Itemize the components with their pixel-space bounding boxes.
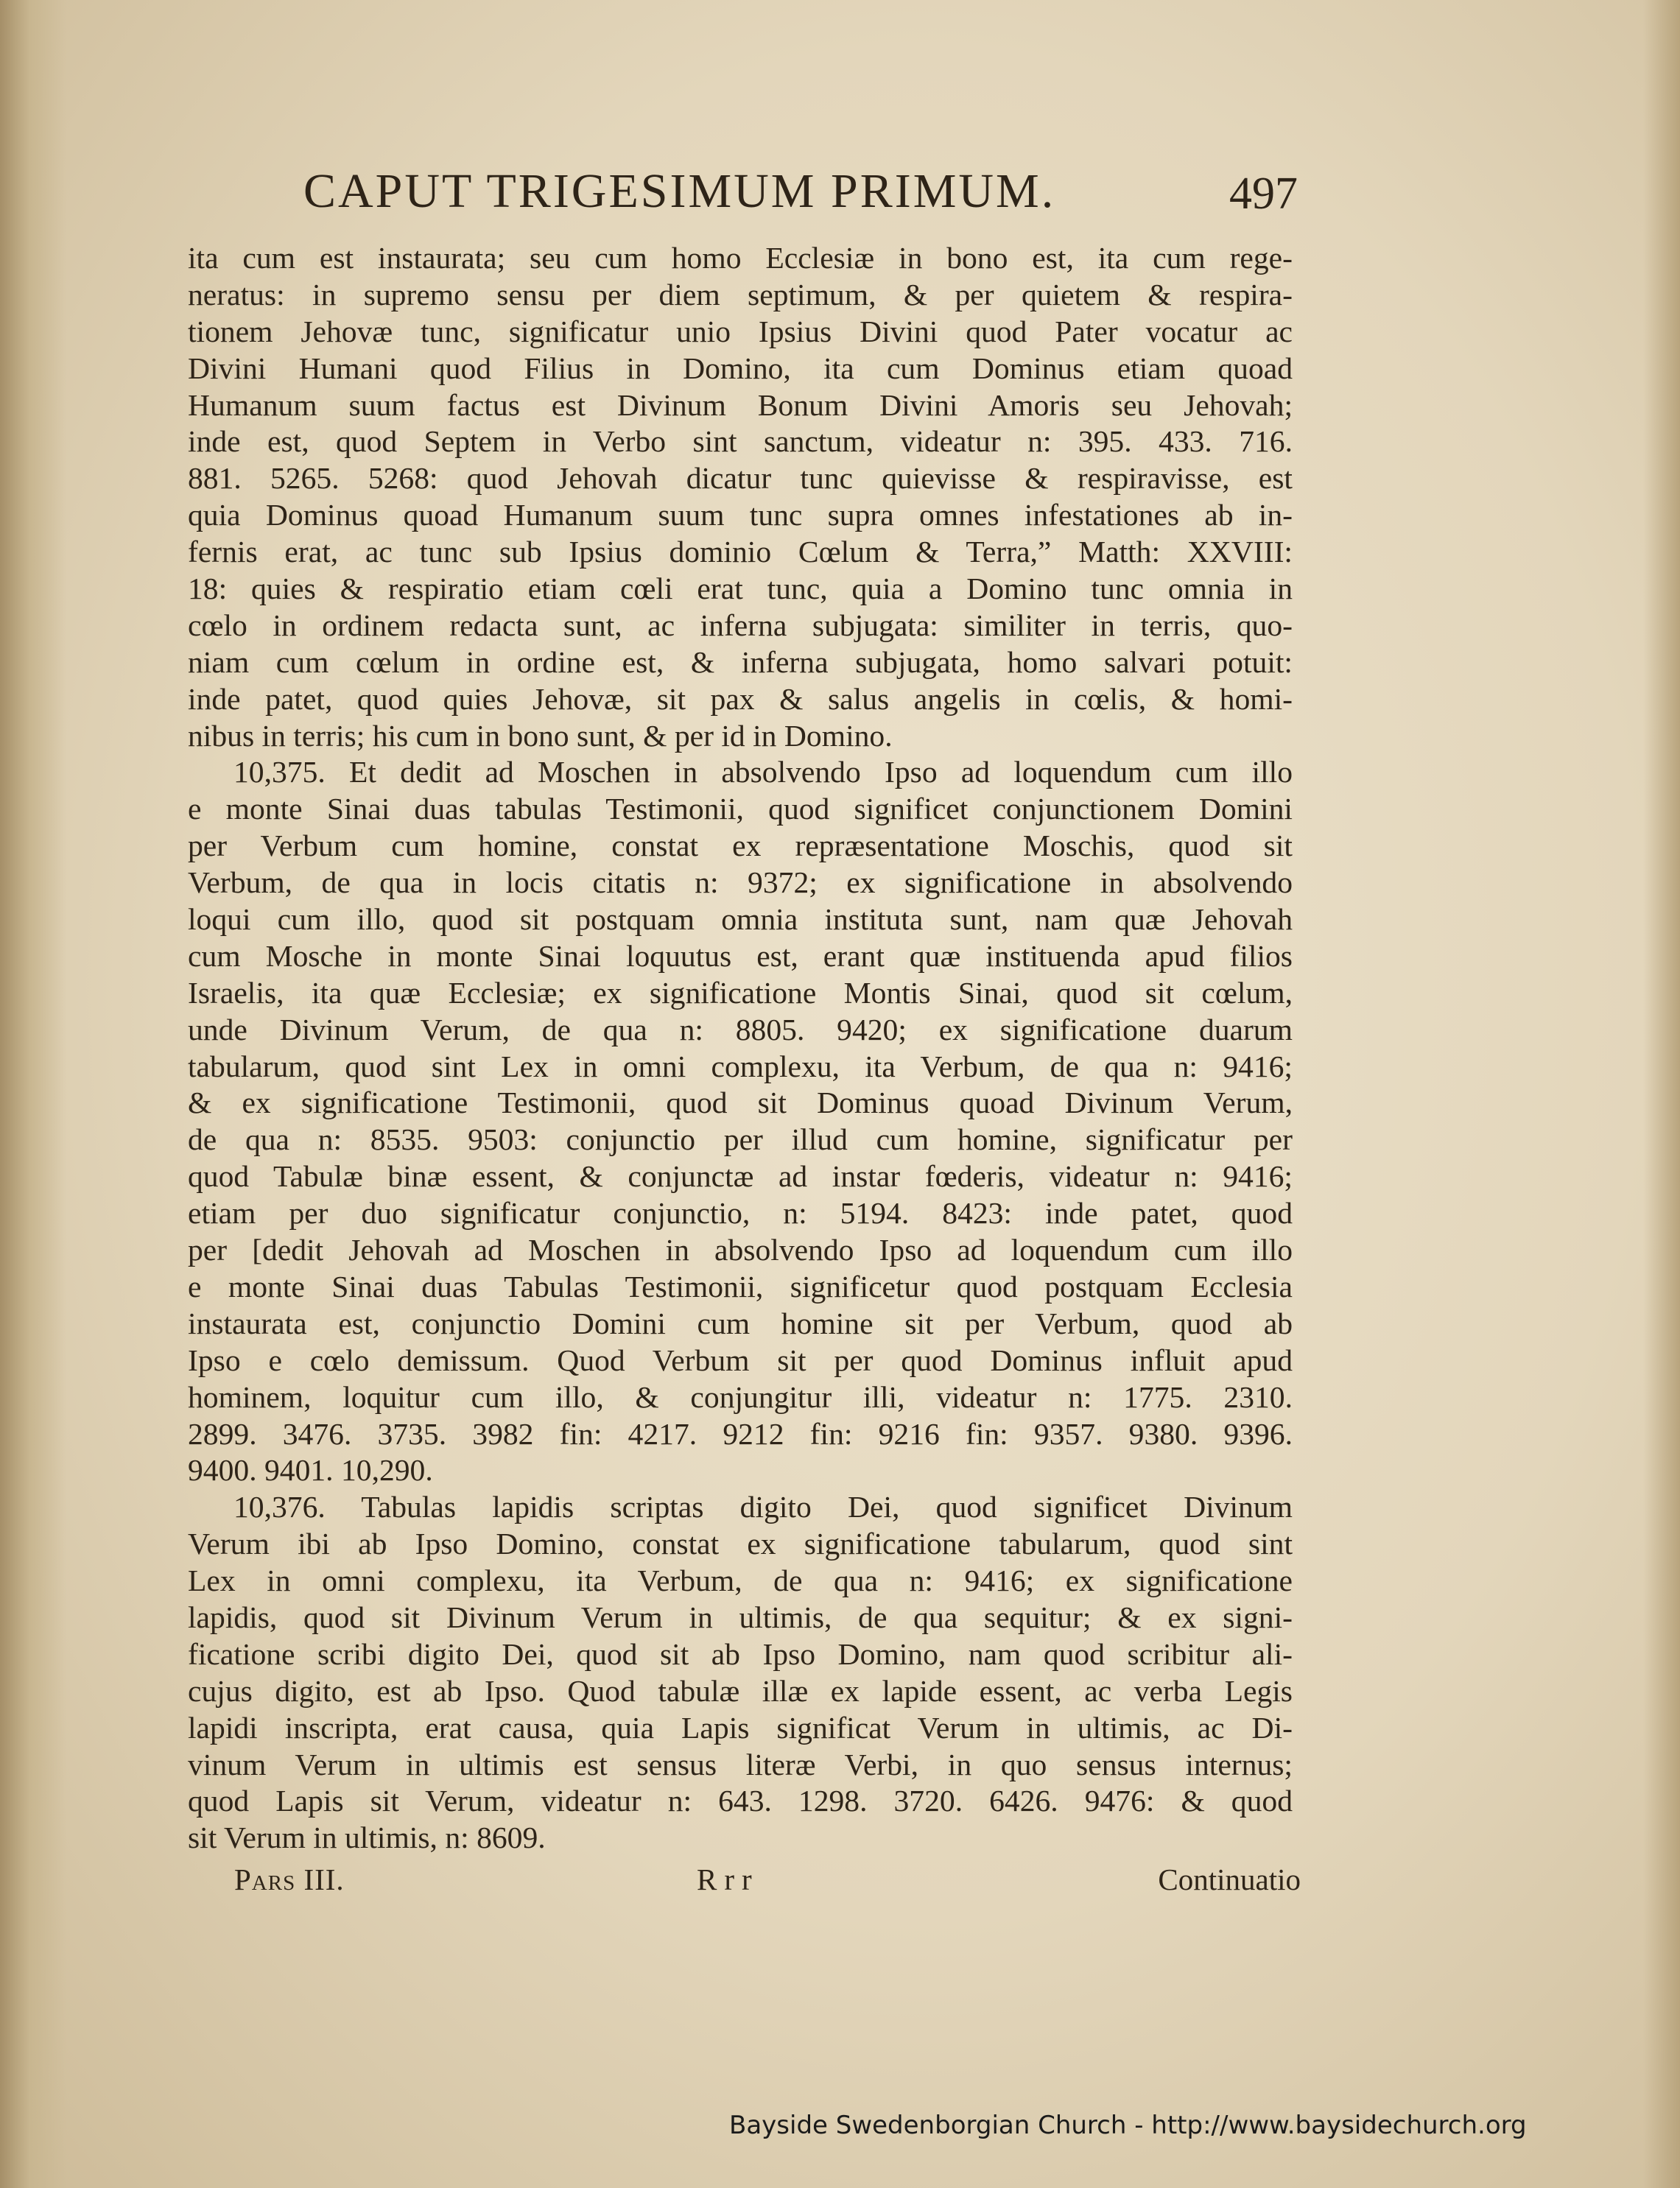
text-line: ficatione scribi digito Dei, quod sit ab Ipso Domino, nam quod scribitur ali- bbox=[188, 1636, 1293, 1671]
text-line: Divini Humani quod Filius in Domino, ita cum Dominus etiam quoad bbox=[188, 351, 1293, 385]
text-line: e monte Sinai duas tabulas Testimonii, quod significet conjunctionem Domini bbox=[188, 792, 1293, 826]
text-line: de qua n: 8535. 9503: conjunctio per illud cum homine, significatur per bbox=[188, 1122, 1293, 1157]
text-line: ita cum est instaurata; seu cum homo Ecclesiæ in bono est, ita cum rege- bbox=[188, 241, 1293, 275]
text-line: tionem Jehovæ tunc, significatur unio Ipsius Divini quod Pater vocatur ac bbox=[188, 314, 1293, 348]
text-line: per Verbum cum homine, constat ex repræsentatione Moschis, quod sit bbox=[188, 829, 1293, 863]
text-line: per [dedit Jehovah ad Moschen in absolvendo Ipso ad loquendum cum illo bbox=[188, 1233, 1293, 1267]
signature-mark: Rrr bbox=[697, 1862, 759, 1896]
text-line: 10,375. Et dedit ad Moschen in absolvendo Ipso ad loquendum cum illo bbox=[233, 755, 1293, 789]
text-line: 2899. 3476. 3735. 3982 fin: 4217. 9212 fin: 9216 fin: 9357. 9380. 9396. bbox=[188, 1416, 1293, 1451]
text-line: inde est, quod Septem in Verbo sint sanctum, videatur n: 395. 433. 716. bbox=[188, 424, 1293, 459]
watermark-credit: Bayside Swedenborgian Church - http://www.baysidechurch.org bbox=[729, 2111, 1527, 2140]
signature-part: Pars III. bbox=[234, 1862, 345, 1896]
body-text bbox=[188, 240, 1293, 1857]
text-line: inde patet, quod quies Jehovæ, sit pax & salus angelis in cœlis, & homi- bbox=[188, 681, 1293, 716]
text-line: quia Dominus quoad Humanum suum tunc supra omnes infestationes ab in- bbox=[188, 498, 1293, 532]
text-line: Israelis, ita quæ Ecclesiæ; ex significatione Montis Sinai, quod sit cœlum, bbox=[188, 975, 1293, 1010]
text-line: 18: quies & respiratio etiam cœli erat tunc, quia a Domino tunc omnia in bbox=[188, 571, 1293, 606]
text-line: 881. 5265. 5268: quod Jehovah dicatur tunc quievisse & respiravisse, est bbox=[188, 461, 1293, 496]
text-line: niam cum cœlum in ordine est, & inferna subjugata, homo salvari potuit: bbox=[188, 644, 1293, 679]
page-header bbox=[303, 163, 1298, 230]
text-line: fernis erat, ac tunc sub Ipsius dominio Cœlum & Terra,” Matth: XXVIII: bbox=[188, 535, 1293, 569]
text-line: Lex in omni complexu, ita Verbum, de qua n: 9416; ex significatione bbox=[188, 1563, 1293, 1598]
text-line: nibus in terris; his cum in bono sunt, & per id in Domino. bbox=[188, 718, 893, 753]
page-edge-shadow-left bbox=[0, 0, 66, 2188]
page-edge-shadow-right bbox=[1643, 0, 1680, 2188]
text-line: vinum Verum in ultimis est sensus literæ Verbi, in quo sensus internus; bbox=[188, 1747, 1293, 1781]
text-line: cœlo in ordinem redacta sunt, ac inferna subjugata: similiter in terris, quo- bbox=[188, 608, 1293, 642]
text-line: 10,376. Tabulas lapidis scriptas digito Dei, quod significet Divinum bbox=[233, 1490, 1293, 1524]
text-line: loqui cum illo, quod sit postquam omnia instituta sunt, nam quæ Jehovah bbox=[188, 902, 1293, 937]
catchword: Continuatio bbox=[1158, 1862, 1301, 1896]
text-line: & ex significatione Testimonii, quod sit Dominus quoad Divinum Verum, bbox=[188, 1086, 1293, 1120]
text-line: e monte Sinai duas Tabulas Testimonii, significetur quod postquam Ecclesia bbox=[188, 1269, 1293, 1304]
text-line: Verum ibi ab Ipso Domino, constat ex significatione tabularum, quod sint bbox=[188, 1527, 1293, 1561]
text-line: 9400. 9401. 10,290. bbox=[188, 1453, 433, 1488]
text-line: neratus: in supremo sensu per diem septimum, & per quietem & respira- bbox=[188, 277, 1293, 312]
text-line: tabularum, quod sint Lex in omni complexu, ita Verbum, de qua n: 9416; bbox=[188, 1049, 1293, 1083]
text-line: unde Divinum Verum, de qua n: 8805. 9420; ex significatione duarum bbox=[188, 1012, 1293, 1046]
page-footer bbox=[234, 1862, 1301, 1906]
text-line: Verbum, de qua in locis citatis n: 9372; ex significatione in absolvendo bbox=[188, 865, 1293, 900]
text-line: quod Tabulæ binæ essent, & conjunctæ ad instar fœderis, videatur n: 9416; bbox=[188, 1159, 1293, 1194]
text-line: Humanum suum factus est Divinum Bonum Divini Amoris seu Jehovah; bbox=[188, 387, 1293, 422]
text-line: instaurata est, conjunctio Domini cum homine sit per Verbum, quod ab bbox=[188, 1306, 1293, 1340]
text-line: Ipso e cœlo demissum. Quod Verbum sit per quod Dominus influit apud bbox=[188, 1343, 1293, 1377]
text-line: hominem, loquitur cum illo, & conjungitur illi, videatur n: 1775. 2310. bbox=[188, 1379, 1293, 1414]
running-title: CAPUT TRIGESIMUM PRIMUM. bbox=[303, 164, 1056, 218]
text-line: quod Lapis sit Verum, videatur n: 643. 1298. 3720. 6426. 9476: & quod bbox=[188, 1784, 1293, 1818]
text-line: etiam per duo significatur conjunctio, n: 5194. 8423: inde patet, quod bbox=[188, 1196, 1293, 1231]
text-line: cujus digito, est ab Ipso. Quod tabulæ illæ ex lapide essent, ac verba Legis bbox=[188, 1673, 1293, 1708]
text-line: lapidi inscripta, erat causa, quia Lapis significat Verum in ultimis, ac Di- bbox=[188, 1710, 1293, 1745]
text-line: sit Verum in ultimis, n: 8609. bbox=[188, 1821, 546, 1855]
page-number: 497 bbox=[1229, 169, 1298, 219]
text-line: lapidis, quod sit Divinum Verum in ultimis, de qua sequitur; & ex signi- bbox=[188, 1600, 1293, 1634]
text-line: cum Mosche in monte Sinai loquutus est, erant quæ instituenda apud filios bbox=[188, 938, 1293, 973]
